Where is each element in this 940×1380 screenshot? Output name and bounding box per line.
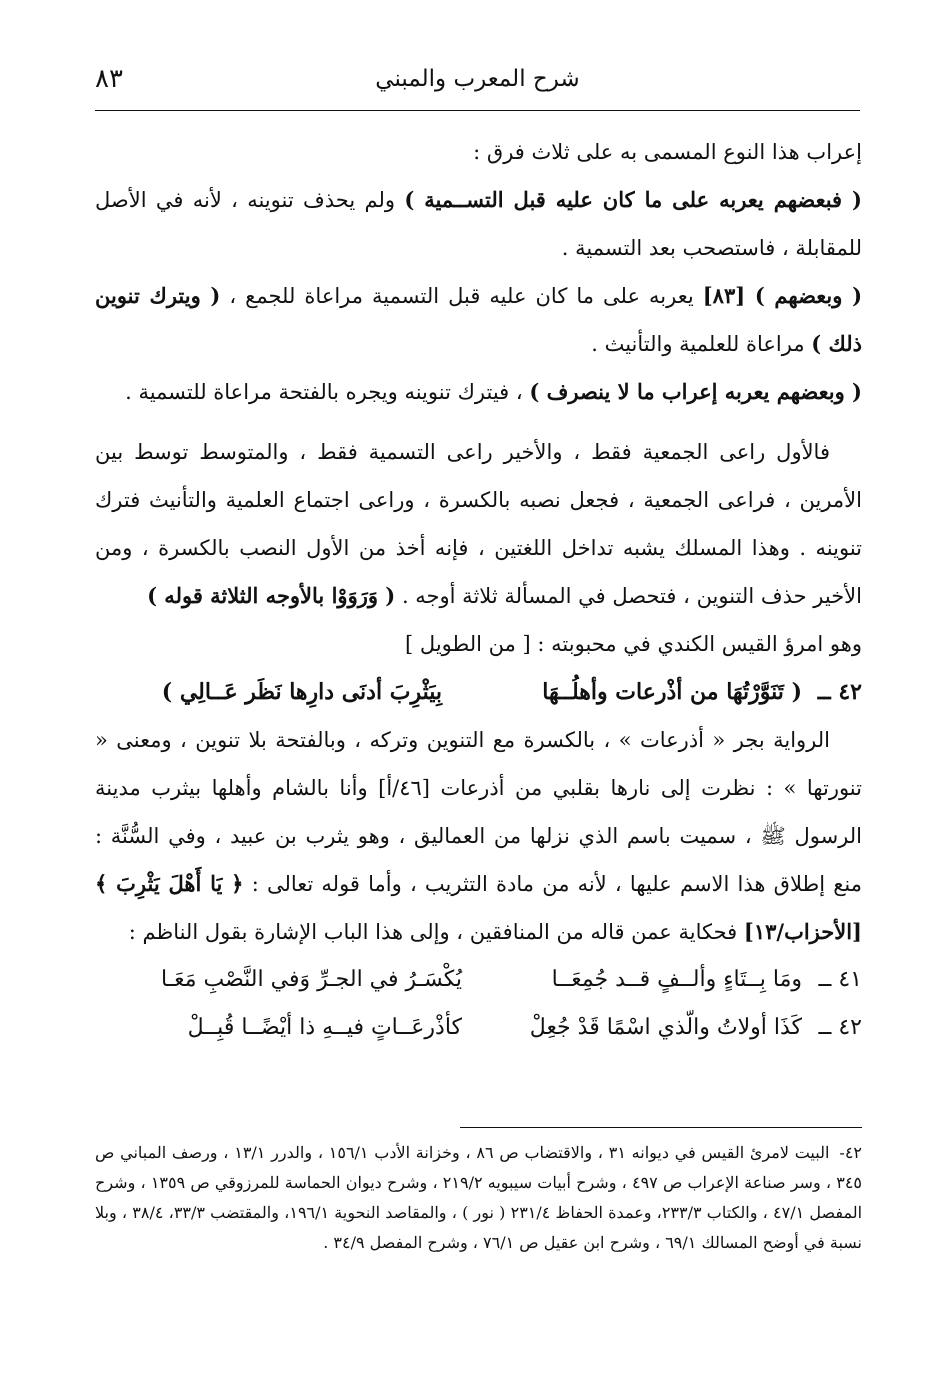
- footnote-text: البيت لامرئ القيس في ديوانه ٣١ ، والاقتضاب ص ٨٦ ، وخزانة الأدب ١٥٦/١ ، والدرر ١٣/١ ، ورصف المباني ص ٣٤٥ ، وسر صناعة الإعراب ص ٤٩٧ ، وشرح أبيات سيبويه ٢١٩/٢ ، وشرح ديوان الحماسة للمرزوقي ص ١٣٥٩ ، وشرح المفصل ٤٧/١ ، والكتاب ٢٣٣/٣، وعمدة الحفاظ ٢٣١/٤ ( نور ) ، والمقاصد النحوية ١٩٦/١، والمقتضب ٣٣/٣، ٣٨/٤ ، وبلا نسبة في أوضح المسالك ٦٩/١ ، وشرح ابن عقيل ص ٧٦/١ ، وشرح المفصل ٣٤/٩ .: [95, 1143, 863, 1252]
- verse-first-hemistich: ( تَنَوَّرْتُهَا من أذْرعات وأهلُــهَا: [542, 679, 802, 705]
- paragraph-explanation: [95, 716, 862, 956]
- page-header: [95, 64, 860, 104]
- nazm-first-hemistich: ومَا بِــتَاءٍ وألــفٍ قــد جُمِعَــا: [551, 967, 802, 992]
- quran-reference: [الأحزاب/١٣]: [743, 919, 862, 944]
- running-title: شرح المعرب والمبني: [375, 66, 580, 92]
- footnote: [95, 1138, 862, 1258]
- commentary-text: يعربه على ما كان عليه قبل التسمية مراعاة للجمع ،: [229, 284, 694, 308]
- main-text: [95, 128, 862, 1052]
- nazm-second-hemistich: كأذْرعَــاتٍ فيــهِ ذا أيْضًــا قُبِــلْ: [187, 1015, 462, 1040]
- paragraph-first-group: [95, 176, 862, 272]
- commentary-text: مراعاة للعلمية والتأنيث .: [591, 332, 805, 356]
- page-number: ٨٣: [95, 64, 123, 94]
- nazm-second-hemistich: يُكْسَـرُ في الجـرِّ وَفي النَّصْبِ مَعَـا: [160, 967, 462, 992]
- commentary-text: فالأول راعى الجمعية فقط ، والأخير راعى التسمية فقط ، والمتوسط توسط بين الأمرين ، فراعى الجمعية ، فجعل نصبه بالكسرة ، وراعى اجتماع العلمية والتأنيث فترك تنوينه . وهذا المسلك يشبه تداخل اللغتين ، فإنه أخذ من الأول النصب بالكسرة ، ومن الأخير حذف التنوين ، فتحصل في المسألة ثلاثة أوجه .: [95, 440, 862, 608]
- footnote-rule: [460, 1127, 862, 1128]
- intro-text: إعراب هذا النوع المسمى به على ثلاث فرق :: [473, 140, 862, 164]
- bold-quote: ( ويترك تنوين ذلك ): [95, 283, 862, 356]
- paragraph-analysis: [95, 428, 862, 620]
- poet-attribution: وهو امرؤ القيس الكندي في محبوبته : [ من الطويل ]: [405, 632, 862, 656]
- commentary-text: ولم يحذف تنوينه ، لأنه في الأصل للمقابلة ، فاستصحب بعد التسمية .: [95, 188, 862, 260]
- nazm-number: ٤٢ ــ: [818, 1015, 862, 1040]
- verse-number: ٤٢ ــ: [817, 679, 862, 705]
- bold-quote: ( فبعضهم يعربه على ما كان عليه قبل التســمية ): [404, 187, 862, 212]
- paragraph-poet: [95, 620, 862, 668]
- quran-quote: ﴿ يَا أَهْلَ يَثْرِبَ ﴾: [95, 871, 244, 896]
- bold-quote: ( وبعضهم يعربه إعراب ما لا ينصرف ): [529, 379, 862, 404]
- nazm-first-hemistich: كَذَا أولاتُ والّذي اسْمًا قَدْ جُعِلْ: [529, 1015, 802, 1040]
- commentary-text: ، فيترك تنوينه ويجره بالفتحة مراعاة للتسمية .: [125, 380, 523, 404]
- paragraph-intro: [95, 128, 862, 176]
- paragraph-second-group: [95, 272, 862, 368]
- commentary-text: الرواية بجر « أذرعات » ، بالكسرة مع التنوين وتركه ، وبالفتحة بلا تنوين ، ومعنى « تنورتها » : نظرت إلى نارها بقلبي من أذرعات [٤٦/أ] وأنا بالشام وأهلها بيثرب مدينة الرسول ﷺ ، سميت باسم الذي نزلها من العماليق ، وهو يثرب بن عبيد ، وفي السُّنَّة : منع إطلاق هذا الاسم عليها ، لأنه من مادة التثريب ، وأما قوله تعالى :: [95, 728, 862, 896]
- paragraph-third-group: [95, 368, 862, 416]
- verse-42: [95, 668, 862, 716]
- nazm-line-41: [95, 956, 862, 1004]
- verse-second-hemistich: بِيَثْرِبَ أدنَى دارِها نَظَر عَــالِي ): [161, 679, 442, 705]
- header-rule: [95, 110, 860, 111]
- bold-quote: ( وبعضهم ) [٨٣]: [702, 283, 862, 308]
- nazm-line-42: [95, 1004, 862, 1052]
- bold-quote: ( وَرَوَوْا بالأوجه الثلاثة قوله ): [147, 583, 396, 608]
- footnote-number: ٤٢-: [839, 1143, 863, 1162]
- commentary-text: فحكاية عمن قاله من المنافقين ، وإلى هذا الباب الإشارة بقول الناظم :: [128, 920, 738, 944]
- nazm-number: ٤١ ــ: [818, 967, 862, 992]
